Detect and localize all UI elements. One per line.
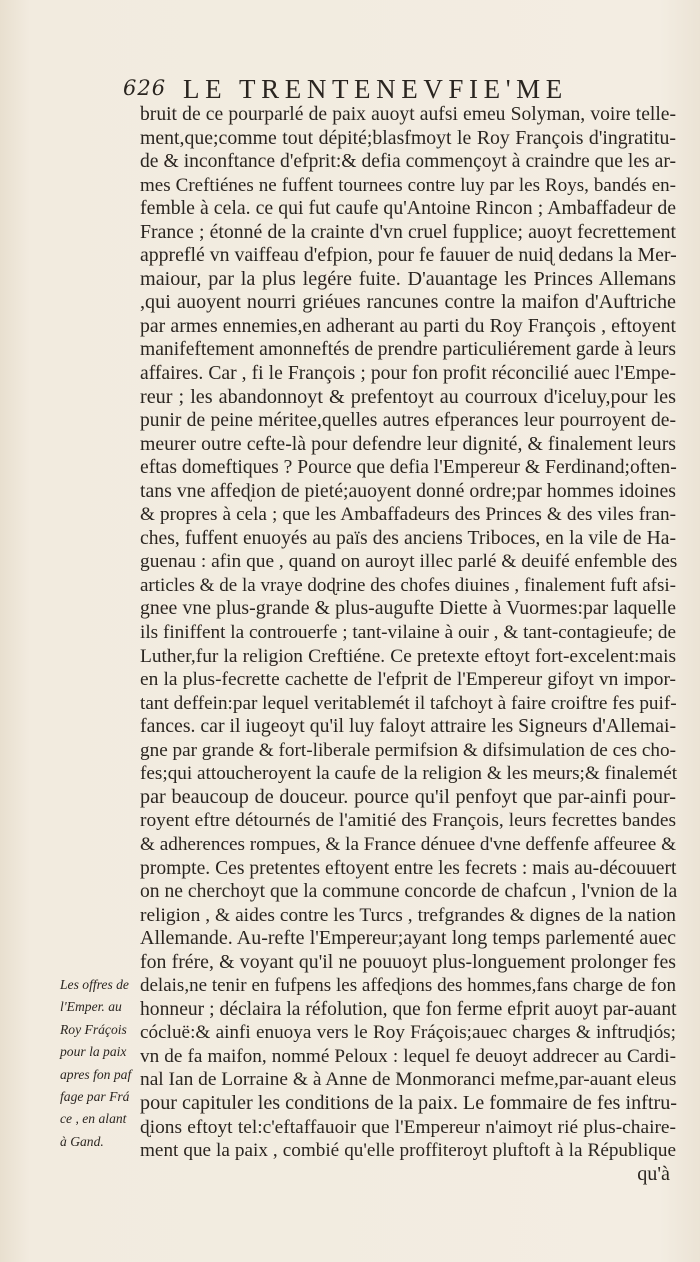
text-line: reur ; les abandonnoyt & prefentoyt au courroux d'iceluy,pour les <box>140 385 676 408</box>
page-header <box>123 74 683 104</box>
text-line: & adherences rompues, & la France dénuee d'vne deffenfe affeuree & <box>140 833 677 855</box>
text-line: affaires. Car , fi le François ; pour fon profit réconcilié auec l'Empe- <box>140 363 676 385</box>
text-line: maiour, par la plus legére fuite. D'auantage les Princes Allemans <box>140 267 676 290</box>
main-text <box>140 103 676 1186</box>
text-line: gne par grande & fort-liberale permifsion & difsimulation de ces cho- <box>140 739 677 761</box>
text-line: prompte. Ces pretentes eftoyent entre les fecrets : mais au-découuert <box>140 857 677 879</box>
text-line: qu'à <box>637 1162 670 1185</box>
text-line: ment,que;comme tout dépité;blasfmoyt le Roy François d'ingratitu- <box>140 126 676 149</box>
text-line: honneur ; déclaira la réfolution, que fon ferme efprit auoyt par-auant <box>140 998 677 1020</box>
text-line: religion , & aides contre les Turcs , trefgrandes & dignes de la nation <box>140 904 676 926</box>
margin-note-line: à Gand. <box>60 1133 104 1149</box>
text-line: articles & de la vraye doɖrine des chofes diuines , finalement fuft afsi- <box>140 574 676 596</box>
text-line: femble à cela. ce qui fut caufe qu'Antoine Rincon ; Ambaffadeur de <box>140 197 676 220</box>
text-line: appreflé vn vaiffeau d'efpion, pour fe fauuer de nuiɖ dedans la Mer- <box>140 244 677 267</box>
text-line: pour capituler les conditions de la paix. Le fommaire de fes inftru- <box>140 1091 678 1114</box>
text-line: par beaucoup de douceur. pource qu'il penfoyt que par-ainfi pour- <box>140 785 676 808</box>
text-line: Allemande. Au-refte l'Empereur;ayant long temps parlementé auec <box>140 927 676 950</box>
text-line: de & inconftance d'efprit:& defia commençoyt à craindre que les ar- <box>140 151 676 173</box>
text-line: guenau : afin que , quand on auroyt illec parlé & deuifé enfemble des <box>140 551 678 573</box>
text-line: fances. car il iugeoyt qu'il luy faloyt attraire les Signeurs d'Allemai- <box>140 715 677 738</box>
text-line: en la plus-fecrette cachette de l'efprit de l'Empereur gifoyt vn impor- <box>140 669 676 691</box>
text-line: manifeftement amonneftés de prendre particuliérement garde à leurs <box>140 339 676 361</box>
text-line: on ne cherchoyt que la commune concorde de chafcun , l'vnion de la <box>140 881 678 903</box>
text-line: ils finiffent la controuerfe ; tant-vilaine à ouir , & tant-contagieufe; de <box>140 622 676 644</box>
text-line: delais,ne tenir en fufpens les affeɖions des hommes,fans charge de fon <box>140 975 676 997</box>
text-line: nal Ian de Lorraine & à Anne de Monmoranci mefme,par-auant eleus <box>140 1069 677 1091</box>
margin-note-line: Les offres de <box>60 977 129 992</box>
text-line: ches, fuffent enuoyés au païs des anciens Triboces, en la vile de Ha- <box>140 527 676 549</box>
text-line: ,qui auoyent nourri griéues rancunes contre la maifon d'Auftriche <box>140 291 676 314</box>
margin-note-line: fage par Frá <box>60 1088 130 1104</box>
margin-note-line: l'Emper. au <box>60 999 122 1015</box>
margin-note-line: Roy Fráçois <box>60 1021 127 1037</box>
text-line: eftas domeftiques ? Pource que defia l'Empereur & Ferdinand;often- <box>140 457 677 479</box>
text-line: fes;qui attoucheroyent la caufe de la religion & les meurs;& finalemét <box>140 763 678 785</box>
page-number: 626 <box>123 76 167 100</box>
text-line: Luther,fur la religion Creftiéne. Ce pretexte eftoyt fort-excelent:mais <box>140 645 676 667</box>
text-line: & propres à cela ; que les Ambaffadeurs des Princes & des viles fran- <box>140 504 676 526</box>
margin-note <box>60 974 138 1153</box>
text-line: meurer outre cefte-là pour defendre leur dignité, & finalement leurs <box>140 432 676 455</box>
text-line: cócluë:& ainfi enuoya vers le Roy Fráçois;auec charges & inftruɖiós; <box>140 1022 676 1044</box>
text-line: par armes ennemies,en adherant au parti du Roy François , eftoyent <box>140 314 676 337</box>
text-line: ment que la paix , combié qu'elle proffiteroyt pluftoft à la République <box>140 1140 676 1162</box>
margin-note-line: ce , en alant <box>60 1111 127 1127</box>
text-line: vn de fa maifon, nommé Peloux : lequel fe deuoyt addrecer au Cardi- <box>140 1045 676 1067</box>
text-line: gnee vne plus-grande & plus-augufte Diette à Vuormes:par laquelle <box>140 597 676 620</box>
text-line: royent eftre détournés de l'amitié des François, leurs fecrettes bandes <box>140 810 676 832</box>
margin-note-line: pour la paix <box>60 1044 127 1060</box>
text-line: ɖions eftoyt tel:c'eftaffauoir que l'Empereur n'aimoyt rié plus-chaire- <box>140 1116 676 1138</box>
running-title: LE TRENTENEVFIE'ME <box>183 74 568 104</box>
text-line: mes Creftiénes ne fuffent tournees contre luy par les Roys, bandés en- <box>140 174 676 196</box>
text-line: France ; étonné de la crainte d'vn cruel fupplice; auoyt fecrettement <box>140 220 676 243</box>
text-line: tant deffein:par lequel veritablemét il tafchoyt à faire croiftre fes puif- <box>140 692 677 714</box>
text-line: bruit de ce pourparlé de paix auoyt aufsi emeu Solyman, voire telle- <box>140 104 676 125</box>
margin-note-line: apres fon paf <box>60 1066 132 1082</box>
text-line: punir de peine méritee,quelles autres efperances leur pourroyent de- <box>140 410 676 432</box>
text-line: fon frére, & voyant qu'il ne pouuoyt plus-longuement prolonger fes <box>140 950 676 973</box>
text-line: tans vne affeɖion de pieté;auoyent donné ordre;par hommes idoines <box>140 479 676 502</box>
